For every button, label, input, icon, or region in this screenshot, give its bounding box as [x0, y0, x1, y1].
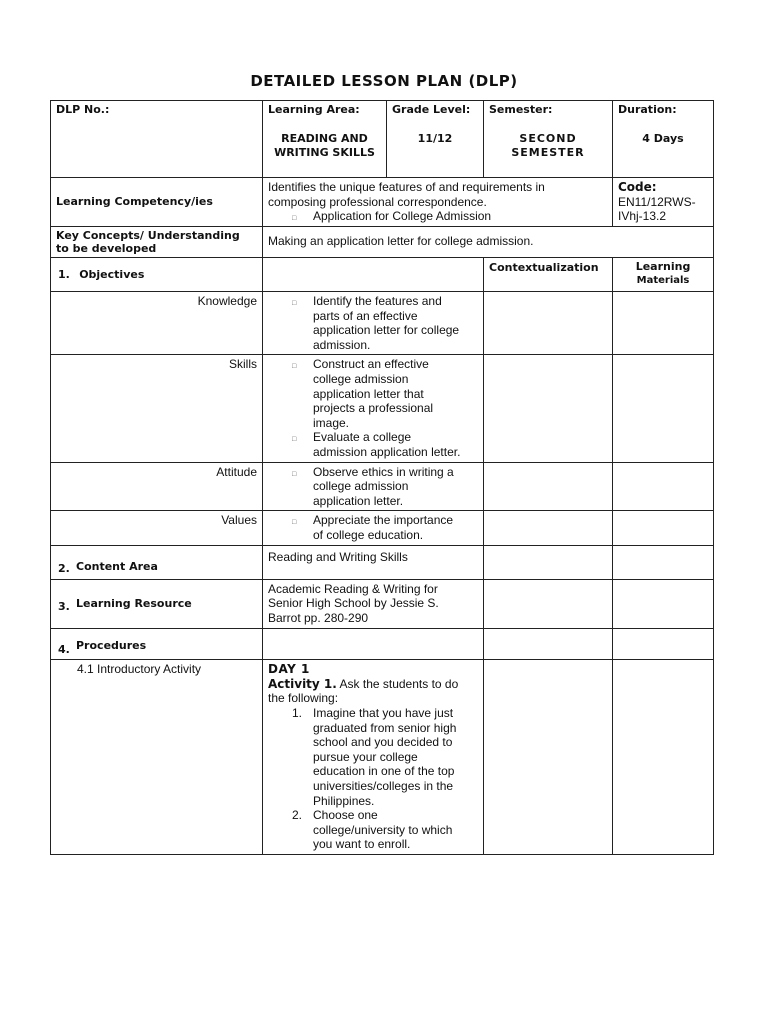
introductory-activity-row: [51, 660, 714, 855]
grade-level-value: 11/12: [417, 131, 453, 145]
competency-label: Learning Competency/ies: [56, 195, 213, 209]
activity-label: Activity 1.: [268, 676, 337, 691]
attitude-text-3: application letter.: [313, 493, 404, 508]
bullet-icon: □: [292, 470, 297, 478]
competency-text-1: Identifies the unique features of and requirements in: [268, 180, 545, 194]
learning-resource-materials-cell: [613, 579, 714, 628]
procedures-context-cell: [484, 628, 613, 660]
procedures-label: Procedures: [76, 638, 147, 652]
attitude-label: Attitude: [216, 464, 257, 479]
code-label: Code:: [618, 180, 657, 194]
code-value-1: EN11/12RWS-: [618, 194, 696, 209]
procedures-materials-cell: [613, 628, 714, 660]
values-text-2: of college education.: [313, 527, 424, 542]
key-concepts-row: [51, 226, 714, 257]
competency-text-cell: [263, 178, 613, 227]
values-materials-cell: [613, 511, 714, 546]
skills-label: Skills: [228, 357, 257, 372]
procedures-label-cell: [51, 628, 263, 660]
item2-text-2: college/university to which: [313, 822, 453, 837]
skills-row: [51, 355, 714, 462]
competency-bullet: Application for College Admission: [313, 209, 492, 224]
skills-text-a3: application letter that: [313, 386, 424, 401]
values-context-cell: [484, 511, 613, 546]
competency-label-cell: [51, 178, 263, 227]
bullet-icon: □: [292, 519, 297, 527]
key-concepts-text-cell: [263, 226, 714, 257]
learning-area-cell: [263, 101, 387, 178]
values-label-cell: [51, 511, 263, 546]
content-area-label-cell: [51, 546, 263, 580]
intro-context-cell: [484, 660, 613, 855]
page-title: DETAILED LESSON PLAN (DLP): [250, 72, 518, 90]
skills-materials-cell: [613, 355, 714, 462]
values-label: Values: [221, 513, 257, 528]
attitude-context-cell: [484, 462, 613, 511]
learning-resource-label-cell: [51, 579, 263, 628]
content-area-materials-cell: [613, 546, 714, 580]
learning-area-value-1: READING AND: [281, 131, 368, 145]
intro-materials-cell: [613, 660, 714, 855]
content-area-text: Reading and Writing Skills: [268, 550, 408, 565]
learning-resource-text-1: Academic Reading & Writing for: [268, 581, 438, 596]
item1-text-2: graduated from senior high: [313, 720, 457, 735]
knowledge-label: Knowledge: [197, 293, 257, 308]
item1-text-3: school and you decided to: [313, 735, 453, 750]
objectives-row: [51, 257, 714, 291]
bullet-icon: □: [292, 363, 297, 371]
lesson-plan-table: [50, 100, 714, 855]
skills-label-cell: [51, 355, 263, 462]
skills-text-a5: image.: [313, 415, 350, 430]
learning-materials-label-2: Materials: [636, 275, 690, 287]
knowledge-text-4: admission.: [313, 337, 371, 352]
bullet-icon: □: [292, 215, 297, 223]
knowledge-materials-cell: [613, 291, 714, 354]
semester-value-2: SEMESTER: [511, 146, 585, 160]
values-row: [51, 511, 714, 546]
learning-resource-label: Learning Resource: [76, 596, 192, 610]
knowledge-context-cell: [484, 291, 613, 354]
attitude-text-1: Observe ethics in writing a: [313, 464, 454, 479]
attitude-row: [51, 462, 714, 511]
objectives-label: Objectives: [79, 267, 145, 281]
attitude-label-cell: [51, 462, 263, 511]
learning-materials-cell: [613, 257, 714, 291]
item1-num: 1.: [292, 706, 303, 721]
semester-value-1: SECOND: [519, 131, 577, 145]
content-area-row: [51, 546, 714, 580]
learning-resource-text-cell: [263, 579, 484, 628]
duration-label: Duration:: [618, 103, 677, 116]
activity-text-1: Ask the students to do: [336, 676, 459, 691]
content-area-label: Content Area: [76, 560, 158, 574]
key-concepts-label-1: Key Concepts/ Understanding: [56, 228, 240, 242]
knowledge-text-cell: [263, 291, 484, 354]
values-text-cell: [263, 511, 484, 546]
item1-text-4: pursue your college: [313, 749, 418, 764]
content-area-text-cell: [263, 546, 484, 580]
dlp-no-cell: [51, 101, 263, 178]
code-value-2: IVhj-13.2: [618, 209, 667, 224]
key-concepts-label-cell: [51, 226, 263, 257]
item1-text-7: Philippines.: [313, 793, 375, 808]
intro-label-cell: [51, 660, 263, 855]
objectives-blank-cell: [263, 257, 484, 291]
item1-text-5: education in one of the top: [313, 764, 455, 779]
skills-context-cell: [484, 355, 613, 462]
code-cell: [613, 178, 714, 227]
contextualization-cell: [484, 257, 613, 291]
attitude-text-2: college admission: [313, 479, 409, 494]
learning-resource-num: 3.: [58, 599, 70, 613]
learning-resource-row: [51, 579, 714, 628]
content-area-context-cell: [484, 546, 613, 580]
learning-area-value-2: WRITING SKILLS: [274, 146, 375, 160]
objectives-num: 1.: [58, 267, 70, 281]
skills-text-b2: admission application letter.: [313, 444, 461, 459]
knowledge-row: [51, 291, 714, 354]
item1-text-1: Imagine that you have just: [313, 706, 454, 721]
duration-cell: [613, 101, 714, 178]
procedures-num: 4.: [58, 642, 70, 656]
key-concepts-label-2: to be developed: [56, 241, 157, 255]
duration-value: 4 Days: [642, 131, 684, 145]
knowledge-text-2: parts of an effective: [313, 308, 418, 323]
learning-materials-label-1: Learning: [635, 259, 691, 273]
activity-text-2: the following:: [268, 691, 339, 706]
skills-text-a4: projects a professional: [313, 401, 434, 416]
attitude-materials-cell: [613, 462, 714, 511]
item2-text-1: Choose one: [313, 808, 378, 823]
item2-text-3: you want to enroll.: [313, 837, 411, 852]
learning-resource-context-cell: [484, 579, 613, 628]
competency-row: [51, 178, 714, 227]
procedures-blank-cell: [263, 628, 484, 660]
values-text-1: Appreciate the importance: [313, 513, 454, 528]
skills-text-a1: Construct an effective: [313, 357, 429, 372]
grade-level-label: Grade Level:: [392, 103, 471, 116]
activity-line-1: [268, 677, 478, 692]
learning-resource-text-3: Barrot pp. 280-290: [268, 611, 369, 626]
objectives-label-cell: [51, 257, 263, 291]
knowledge-text-3: application letter for college: [313, 323, 460, 338]
bullet-icon: □: [292, 299, 297, 307]
learning-area-label: Learning Area:: [268, 103, 360, 116]
semester-cell: [484, 101, 613, 178]
intro-activity-label: 4.1 Introductory Activity: [77, 662, 202, 677]
item1-text-6: universities/colleges in the: [313, 779, 454, 793]
item2-num: 2.: [292, 808, 303, 823]
bullet-icon: □: [292, 436, 297, 444]
semester-label: Semester:: [489, 103, 553, 116]
key-concepts-text: Making an application letter for college admission.: [268, 234, 534, 249]
header-row: [51, 101, 714, 178]
knowledge-text-1: Identify the features and: [313, 293, 442, 308]
day-label: DAY 1: [268, 662, 310, 677]
grade-level-cell: [387, 101, 484, 178]
skills-text-b1: Evaluate a college: [313, 430, 412, 445]
attitude-text-cell: [263, 462, 484, 511]
knowledge-label-cell: [51, 291, 263, 354]
learning-resource-text-2: Senior High School by Jessie S.: [268, 596, 439, 611]
skills-text-cell: [263, 355, 484, 462]
contextualization-label: Contextualization: [489, 260, 599, 274]
procedures-row: [51, 628, 714, 660]
intro-text-cell: [263, 660, 484, 855]
competency-text-2: composing professional correspondence.: [268, 194, 487, 209]
content-area-num: 2.: [58, 562, 70, 576]
dlp-no-label: DLP No.:: [56, 103, 110, 116]
skills-text-a2: college admission: [313, 371, 409, 386]
